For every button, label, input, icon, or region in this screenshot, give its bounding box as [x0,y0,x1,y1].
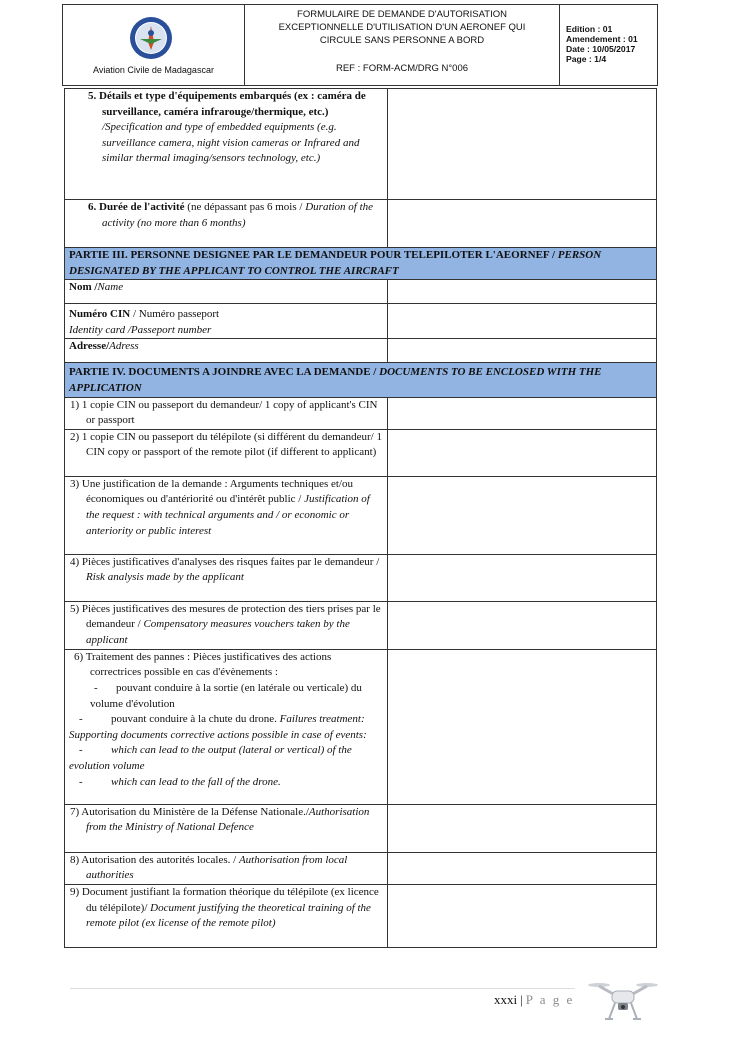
doc-6-bullet-1-text: pouvant conduire à la sortie (en latérale ou verticale) du volume d'évolution [90,681,362,710]
document-header [62,4,658,86]
doc-6-en-bullet-2-text: which can lead to the fall of the drone. [111,775,281,788]
form-title-line-3: CIRCULE SANS PERSONNE A BORD [319,35,485,46]
doc-6-answer-field[interactable] [388,649,657,804]
page-separator: | [520,992,523,1007]
equipment-fr: Détails et type d'équipements embarqués (ex : caméra de surveillance, caméra infrarouge/thermique, etc.) [99,90,366,118]
doc-6-fr: 6) Traitement des pannes : Pièces justificatives des actions correctrices possible en cas d'évènements : [74,650,332,679]
name-answer-field[interactable] [388,280,657,304]
row-doc-3 [65,476,657,554]
address-label [65,339,388,363]
row-doc-1 [65,397,657,429]
identity-label [65,304,388,339]
row-doc-7 [65,804,657,852]
part-3-heading [65,248,657,280]
duration-fr-bold: Durée de l'activité [99,201,185,213]
equipment-num: 5. [88,90,97,102]
section-part-3 [65,248,657,280]
duration-label [65,200,388,248]
duration-en: Duration of the activity (no more than 6 months) [102,201,374,229]
doc-6-label [65,649,388,804]
doc-8-en: Authorisation from local authorities [86,853,348,882]
document-info-cell [560,5,657,85]
doc-7-fr: 7) Autorisation du Ministère de la Défense Nationale./ [70,805,309,818]
doc-6-bullet-2 [69,712,383,743]
duration-fr: (ne dépassant pas 6 mois / [184,201,306,213]
page-number-value: xxxi [494,992,518,1007]
doc-6-bullet-2-text: pouvant conduire à la chute du drone. [111,713,277,726]
page-word: P a g e [525,992,575,1007]
doc-7-answer-field[interactable] [388,804,657,852]
doc-6-en-bullet-1 [69,743,383,774]
row-doc-4 [65,554,657,601]
header-logo-cell [63,5,245,85]
doc-9-en: Document justifying the theoretical training of the remote pilot (ex license of the remote pilot) [86,901,371,930]
doc-5-en: Compensatory measures vouchers taken by the applicant [86,618,350,646]
duration-num: 6. [88,201,97,213]
application-form-table [64,88,657,948]
doc-9-answer-field[interactable] [388,884,657,947]
part-4-fr: PARTIE IV. DOCUMENTS A JOINDRE AVEC LA DEMANDE / [69,366,380,379]
section-part-4 [65,363,657,397]
equipment-answer-field[interactable] [388,89,657,200]
identity-answer-field[interactable] [388,304,657,339]
doc-6-en-bullet-1-dash: - [79,744,83,757]
doc-3-en: Justification of the request : with technical arguments and / or economic or anteriority or public interest [86,493,370,537]
row-doc-2 [65,429,657,476]
doc-8-fr: 8) Autorisation des autorités locales. / [70,853,239,866]
identity-fr: / Numéro passeport [130,308,220,321]
row-doc-9 [65,884,657,947]
row-name [65,280,657,304]
doc-4-label [65,554,388,601]
part-3-en: PERSON DESIGNATED BY THE APPLICANT TO CONTROL THE AIRCRAFT [69,249,602,277]
duration-answer-field[interactable] [388,200,657,248]
name-fr: Nom / [69,281,98,294]
doc-8-answer-field[interactable] [388,852,657,884]
form-title-cell [245,5,560,85]
doc-5-fr: 5) Pièces justificatives des mesures de protection des tiers prises par le demandeur / [70,602,381,631]
row-doc-6 [65,649,657,804]
part-4-en: DOCUMENTS TO BE ENCLOSED WITH THE APPLICATION [69,366,602,394]
date-text: Date : 10/05/2017 [566,44,636,54]
part-3-fr: PARTIE III. PERSONNE DESIGNEE PAR LE DEMANDEUR POUR TELEPILOTER L'AEORNEF / [69,249,558,261]
row-equipment [65,89,657,200]
doc-3-fr: 3) Une justification de la demande : Arguments techniques et/ou économiques ou d'antériorité ou d'intérêt public / [70,477,353,506]
doc-9-label [65,884,388,947]
doc-4-en: Risk analysis made by the applicant [86,571,244,584]
address-answer-field[interactable] [388,339,657,363]
doc-6-en-bullet-2 [69,775,383,791]
doc-1-label: 1) 1 copie CIN ou passeport du demandeur/ 1 copy of applicant's CIN or passport [65,397,388,429]
doc-1-answer-field[interactable] [388,397,657,429]
drone-icon [585,975,661,1025]
page-number [494,992,574,1008]
acm-emblem-icon [126,15,176,61]
form-reference: REF : FORM-ACM/DRG N°006 [335,63,469,74]
name-label [65,280,388,304]
doc-4-fr: 4) Pièces justificatives d'analyses des risques faites par le demandeur / [70,555,380,568]
doc-8-label [65,852,388,884]
doc-3-answer-field[interactable] [388,476,657,554]
doc-6-bullet-1 [69,681,383,712]
name-en: Name [97,281,124,294]
doc-5-answer-field[interactable] [388,601,657,649]
doc-4-answer-field[interactable] [388,554,657,601]
doc-6-en-bullet-1-text: which can lead to the output (lateral or vertical) of the evolution volume [69,744,352,772]
row-address [65,339,657,363]
organization-name: Aviation Civile de Madagascar [93,65,214,75]
footer-divider [70,988,575,989]
part-4-heading [65,363,657,397]
form-title-line-2: EXCEPTIONNELLE D'UTILISATION D'UN AERONEF QUI [278,22,526,33]
doc-2-answer-field[interactable] [388,429,657,476]
doc-6-bullet-2-dash: - [79,713,83,726]
doc-6-bullet-1-dash: - [94,681,98,694]
doc-9-fr: 9) Document justifiant la formation théorique du télépilote (ex licence du télépilote)/ [70,885,379,914]
identity-en: Identity card /Passeport number [69,323,212,336]
row-doc-5 [65,601,657,649]
doc-6-en-intro: Failures treatment: Supporting documents corrective actions possible in case of events: [69,713,367,741]
address-en: Adress [109,340,139,353]
doc-3-label [65,476,388,554]
doc-7-label [65,804,388,852]
doc-2-label: 2) 1 copie CIN ou passeport du télépilote (si différent du demandeur/ 1 CIN copy or passport of the remote pilot (if different to applicant) [65,429,388,476]
amendement-text: Amendement : 01 [566,34,638,44]
identity-fr-bold: Numéro CIN [69,308,131,321]
equipment-en: /Specification and type of embedded equipments (e.g. surveillance camera, night vision cameras or Infrared and similar thermal imaging/sensors technology, etc.) [102,121,360,165]
row-duration [65,200,657,248]
row-doc-8 [65,852,657,884]
form-title-line-1: FORMULAIRE DE DEMANDE D'AUTORISATION [297,9,507,20]
doc-6-en-bullet-2-dash: - [79,775,83,788]
address-fr: Adresse/ [69,340,110,353]
doc-7-en: Authorisation from the Ministry of National Defence [86,805,370,834]
page-info-text: Page : 1/4 [566,54,607,64]
row-identity [65,304,657,339]
edition-text: Edition : 01 [566,24,613,34]
equipment-label [65,89,388,200]
doc-5-label [65,601,388,649]
